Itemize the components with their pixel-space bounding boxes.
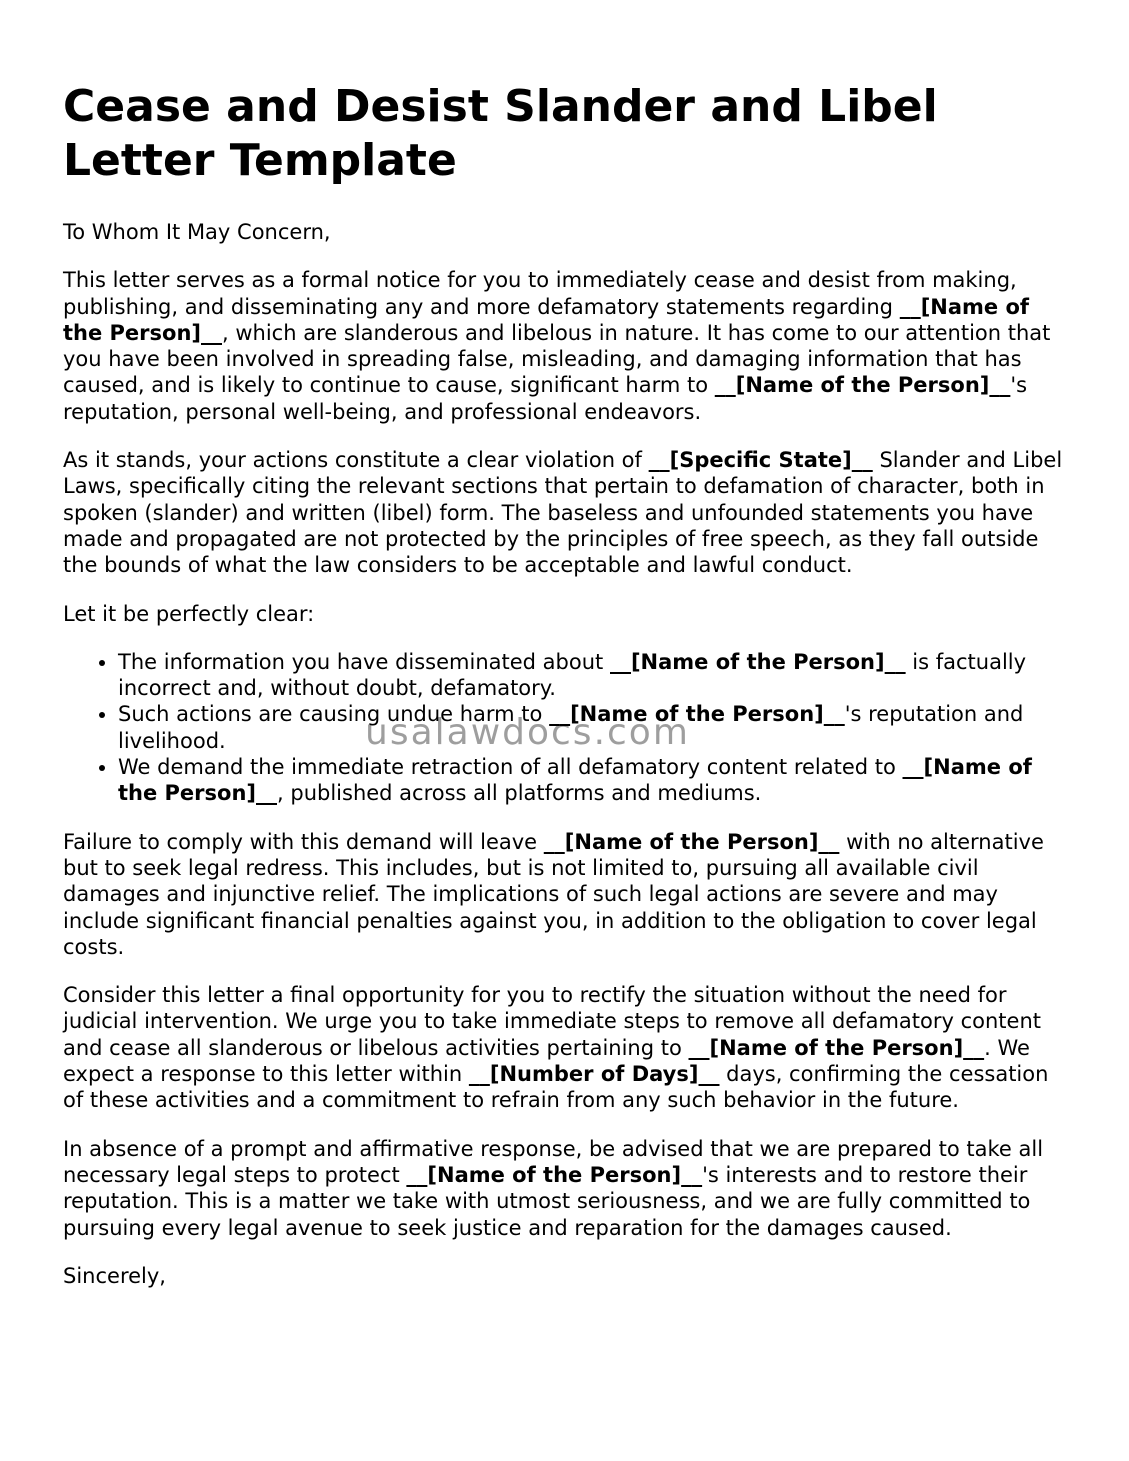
text-run: 's reputation and livelihood. [118,702,1024,753]
placeholder-name: __[Name of the Person]__ [543,829,840,854]
letter-page [63,0,1073,1289]
placeholder-state: __[Specific State]__ [648,448,873,473]
placeholder-name: __[Name of the Person]__ [63,294,1030,345]
watermark: usalawdocs.com [365,712,690,753]
text-run: The information you have disseminated about [118,649,610,674]
placeholder-name: __[Name of the Person]__ [609,649,906,674]
text-run: Failure to comply with this demand will leave [63,829,544,854]
paragraph-notice [63,267,1073,425]
placeholder-name: __[Name of the Person]__ [406,1162,703,1187]
text-run: , which are slanderous and libelous in nature. It has come to our attention that you have been involved in spreading false, misleading, and damaging information that has caused, and is likely to continue to cause, significant harm to [63,320,1051,398]
text-run: Such actions are causing undue harm to [118,702,550,727]
list-item [118,701,1073,754]
text-run: . We expect a response to this letter within [63,1035,1030,1087]
list-item [118,754,1073,807]
text-run: We demand the immediate retraction of all defamatory content related to [118,755,903,780]
document-title: Cease and Desist Slander and Libel Letter Template [63,81,938,186]
paragraph-failure [63,829,1073,960]
text-run: with no alternative but to seek legal redress. This includes, but is not limited to, pursuing all available civil damages and injunctive relief. The implications of such legal actions are severe and may include significant financial penalties against you, in addition to the obligation to cover legal costs. [63,829,1044,959]
placeholder-days: __[Number of Days]__ [468,1062,720,1087]
text-run: 's reputation, personal well-being, and professional endeavors. [63,373,1028,424]
closing: Sincerely, [63,1263,166,1288]
text-run: is factually incorrect and, without doubt, defamatory. [118,649,1027,701]
text-run: days, confirming the cessation of these activities and a commitment to refrain from any such behavior in the future. [63,1062,1049,1113]
placeholder-name: __[Name of the Person]__ [549,702,845,727]
demands-list [63,649,1073,807]
list-item [118,649,1073,702]
paragraph-violation [63,447,1073,578]
text-run: Consider this letter a final opportunity for you to rectify the situation without the need for judicial intervention. We urge you to take immediate steps to remove all defamatory content and cease all slanderous or libelous activities pertaining to [63,983,1042,1060]
text-run: In absence of a prompt and affirmative response, be advised that we are prepared to take all necessary legal steps to protect [63,1136,1044,1187]
placeholder-name: __[Name of the Person]__ [118,755,1032,806]
text-run: Slander and Libel Laws, specifically citing the relevant sections that pertain to defamation of character, both in spoken (slander) and written (libel) form. The baseless and unfounded statements you have made and propagated are not protected by the principles of free speech, as they fall outside the bounds of what the law considers to be acceptable and lawful conduct. [63,448,1063,578]
text-run: , published across all platforms and mediums. [277,781,762,806]
text-run: This letter serves as a formal notice for you to immediately cease and desist from making, publishing, and disseminating any and more defamatory statements regarding [63,268,1017,319]
paragraph-final-opportunity [63,982,1073,1113]
salutation: To Whom It May Concern, [63,220,331,244]
placeholder-name: __[Name of the Person]__ [688,1035,985,1060]
text-run: As it stands, your actions constitute a clear violation of [63,448,649,473]
placeholder-name: __[Name of the Person]__ [714,373,1011,398]
paragraph-absence [63,1136,1073,1241]
paragraph-clear: Let it be perfectly clear: [63,601,315,626]
text-run: 's interests and to restore their reputation. This is a matter we take with utmost seriousness, and we are fully committed to pursuing every legal avenue to seek justice and reparation for the damages caused. [63,1162,1031,1240]
